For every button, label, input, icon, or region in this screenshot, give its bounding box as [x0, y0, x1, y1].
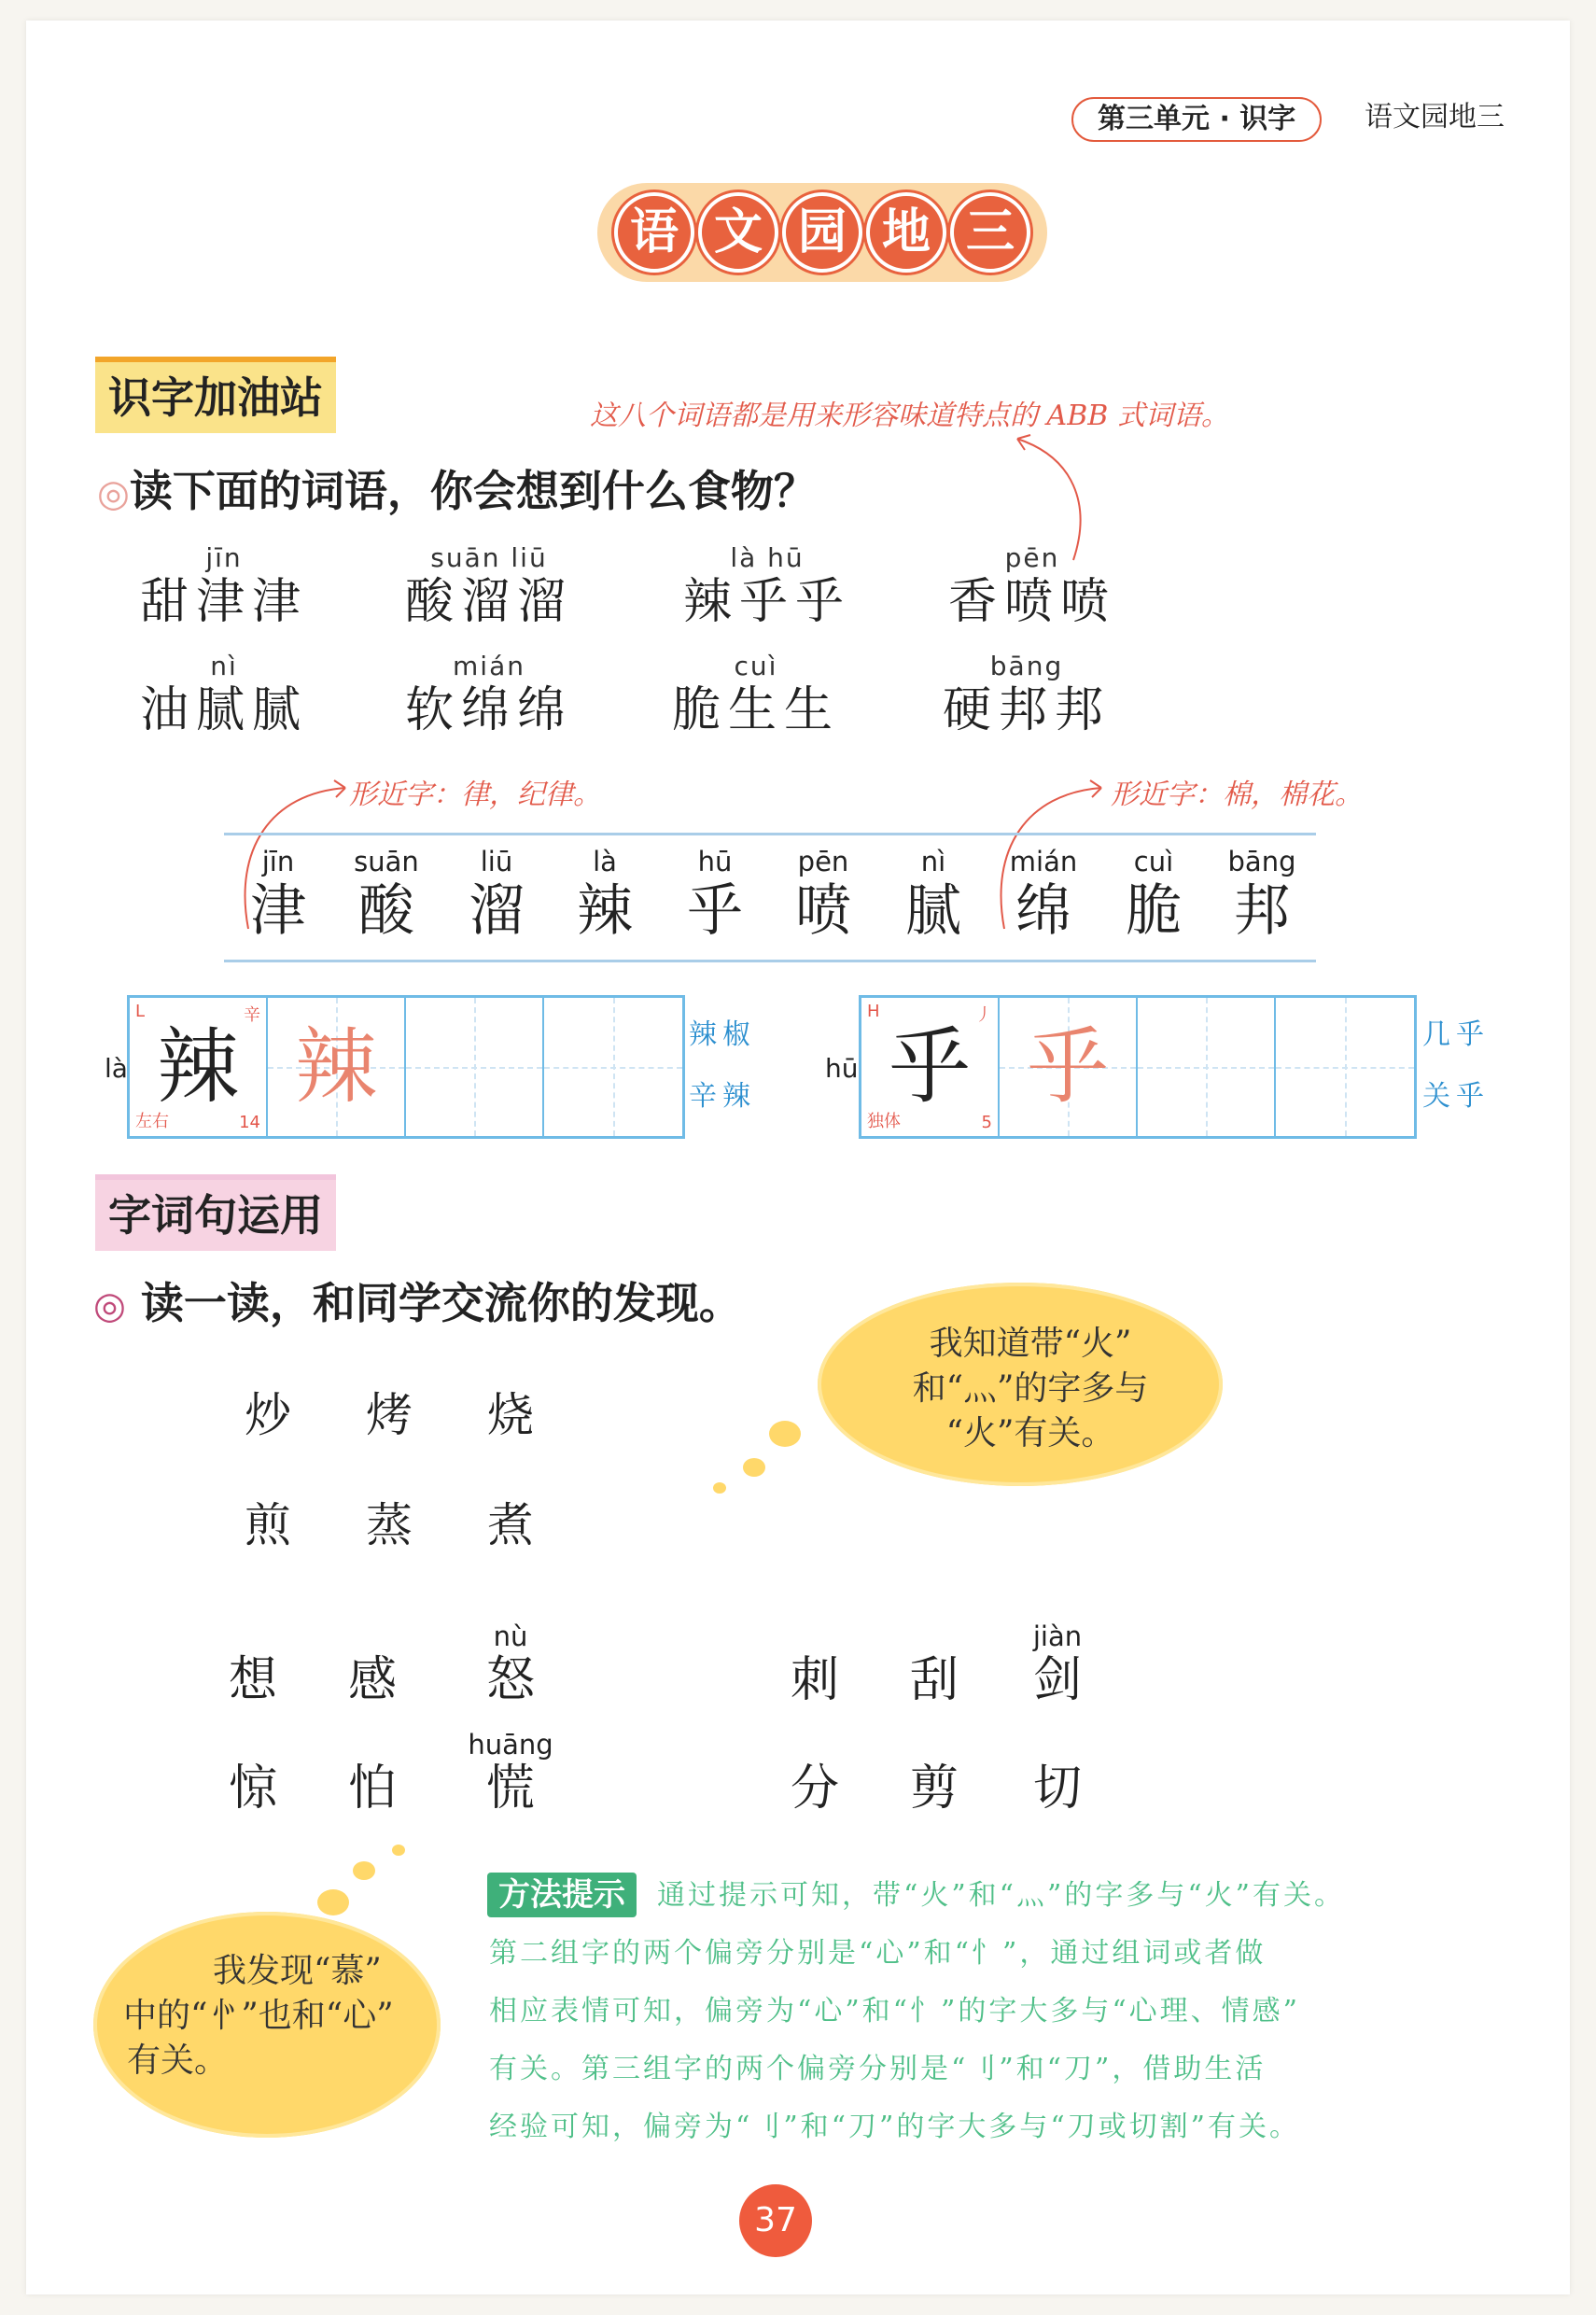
- grid-words: 几乎 关乎: [1422, 1018, 1490, 1113]
- char-knife: jiàn 剑: [1032, 1620, 1083, 1708]
- grid-words: 辣椒 辛辣: [689, 1018, 756, 1113]
- char-knife: 分: [790, 1761, 839, 1817]
- char-knife: 刮: [909, 1652, 959, 1708]
- tip-line: 相应表情可知，偏旁为“心”和“忄”的字大多与“心理、情感”: [489, 1995, 1301, 2027]
- word-item: suān liū 酸溜溜: [404, 542, 573, 630]
- char-knife: 剪: [909, 1761, 959, 1817]
- tip-line: 经验可知，偏旁为“刂”和“刀”的字大多与“刀或切割”有关。: [489, 2111, 1301, 2143]
- new-char: là 辣: [577, 846, 633, 944]
- bubble-dot: [713, 1482, 726, 1494]
- char-fire-6: 煮: [487, 1498, 534, 1552]
- word-item: bāng 硬邦邦: [942, 651, 1111, 738]
- word-item: cuì 脆生生: [671, 651, 840, 738]
- trace-cell: 乎: [1000, 998, 1138, 1136]
- practice-cell[interactable]: [544, 998, 682, 1136]
- char-heart: 怕: [347, 1761, 397, 1817]
- char-heart: huāng 慌: [468, 1729, 553, 1817]
- bubble-dot: [392, 1845, 405, 1856]
- new-char: pēn 喷: [795, 846, 851, 944]
- new-char: mián 绵: [1009, 846, 1078, 944]
- title-char: 地: [866, 192, 946, 273]
- word-item: jīn 甜津津: [139, 542, 308, 630]
- char-fire-3: 烧: [487, 1388, 534, 1442]
- word-item: mián 软绵绵: [404, 651, 573, 738]
- title-char: 园: [782, 192, 862, 273]
- bubble-dot: [769, 1421, 801, 1447]
- strip-line-top: [224, 833, 1316, 835]
- page-number: 37: [739, 2184, 812, 2257]
- char-fire-4: 煎: [245, 1498, 291, 1552]
- char-fire-5: 蒸: [366, 1498, 413, 1552]
- unit-label: 第三单元 · 识字: [1071, 97, 1322, 142]
- practice-cell[interactable]: [1138, 998, 1276, 1136]
- char-knife: 刺: [790, 1652, 839, 1708]
- new-char: nì 腻: [905, 846, 961, 944]
- new-char: cuì 脆: [1126, 846, 1182, 944]
- bubble-dot: [317, 1889, 349, 1915]
- char-heart: 想: [228, 1652, 277, 1708]
- bullet-icon: ◎: [93, 1284, 126, 1327]
- instruction-2: ◎ 读一读，和同学交流你的发现。: [93, 1278, 742, 1328]
- tip-line: 通过提示可知，带“火”和“灬”的字多与“火”有关。: [657, 1879, 1346, 1912]
- word-item: là hū 辣乎乎: [682, 542, 851, 630]
- model-cell: L 辛 左右 14 辣: [130, 998, 268, 1136]
- new-char: bāng 邦: [1227, 846, 1296, 944]
- section-banner-literacy: 识字加油站: [95, 357, 336, 433]
- char-fire-1: 炒: [245, 1388, 291, 1442]
- new-char: hū 乎: [687, 846, 743, 944]
- annotation-abb: 这八个词语都是用来形容味道特点的 ABB 式词语。: [590, 400, 1229, 432]
- practice-cell[interactable]: [1276, 998, 1414, 1136]
- section-label: 语文园地三: [1365, 101, 1505, 133]
- grid-pinyin: là: [105, 1053, 128, 1084]
- word-item: nì 油腻腻: [139, 651, 308, 738]
- bubble-dot: [743, 1458, 765, 1477]
- tip-line: 有关。第三组字的两个偏旁分别是“刂”和“刀”，借助生活: [489, 2053, 1267, 2085]
- instruction-1: ◎读下面的词语，你会想到什么食物？: [97, 466, 817, 516]
- writing-grid-la: [127, 995, 685, 1139]
- title-char: 语: [614, 192, 694, 273]
- annotation-similar-left: 形近字：律，纪律。: [349, 779, 601, 811]
- char-heart: 惊: [228, 1761, 277, 1817]
- bullet-icon: ◎: [97, 471, 130, 515]
- title-char: 文: [698, 192, 778, 273]
- tip-line: 第二组字的两个偏旁分别是“心”和“忄”，通过组词或者做: [489, 1937, 1267, 1970]
- new-char: suān 酸: [354, 846, 419, 944]
- char-fire-2: 烤: [366, 1388, 413, 1442]
- bubble-dot: [353, 1861, 375, 1880]
- word-item: pēn 香喷喷: [947, 542, 1116, 630]
- writing-grid-hu: [859, 995, 1417, 1139]
- grid-pinyin: hū: [825, 1053, 859, 1084]
- char-knife: 切: [1032, 1761, 1082, 1817]
- bubble-text-heart: 我发现“慕” 中的“㣺”也和“心” 有关。: [123, 1952, 394, 2080]
- title-char: 三: [950, 192, 1030, 273]
- section-banner-usage: 字词句运用: [95, 1174, 336, 1251]
- trace-cell: 辣: [268, 998, 406, 1136]
- char-heart: nù 怒: [485, 1620, 535, 1708]
- char-heart: 感: [347, 1652, 397, 1708]
- new-char: jīn 津: [250, 846, 306, 944]
- annotation-similar-right: 形近字：棉，棉花。: [1111, 779, 1363, 811]
- tip-label: 方法提示: [487, 1873, 637, 1917]
- bubble-text-fire: 我知道带“火” 和“灬”的字多与 “火”有关。: [912, 1325, 1149, 1452]
- strip-line-bottom: [224, 960, 1316, 962]
- practice-cell[interactable]: [406, 998, 544, 1136]
- new-char: liū 溜: [469, 846, 525, 944]
- page-title: [597, 183, 1047, 282]
- model-cell: H 丿 独体 5 乎: [861, 998, 1000, 1136]
